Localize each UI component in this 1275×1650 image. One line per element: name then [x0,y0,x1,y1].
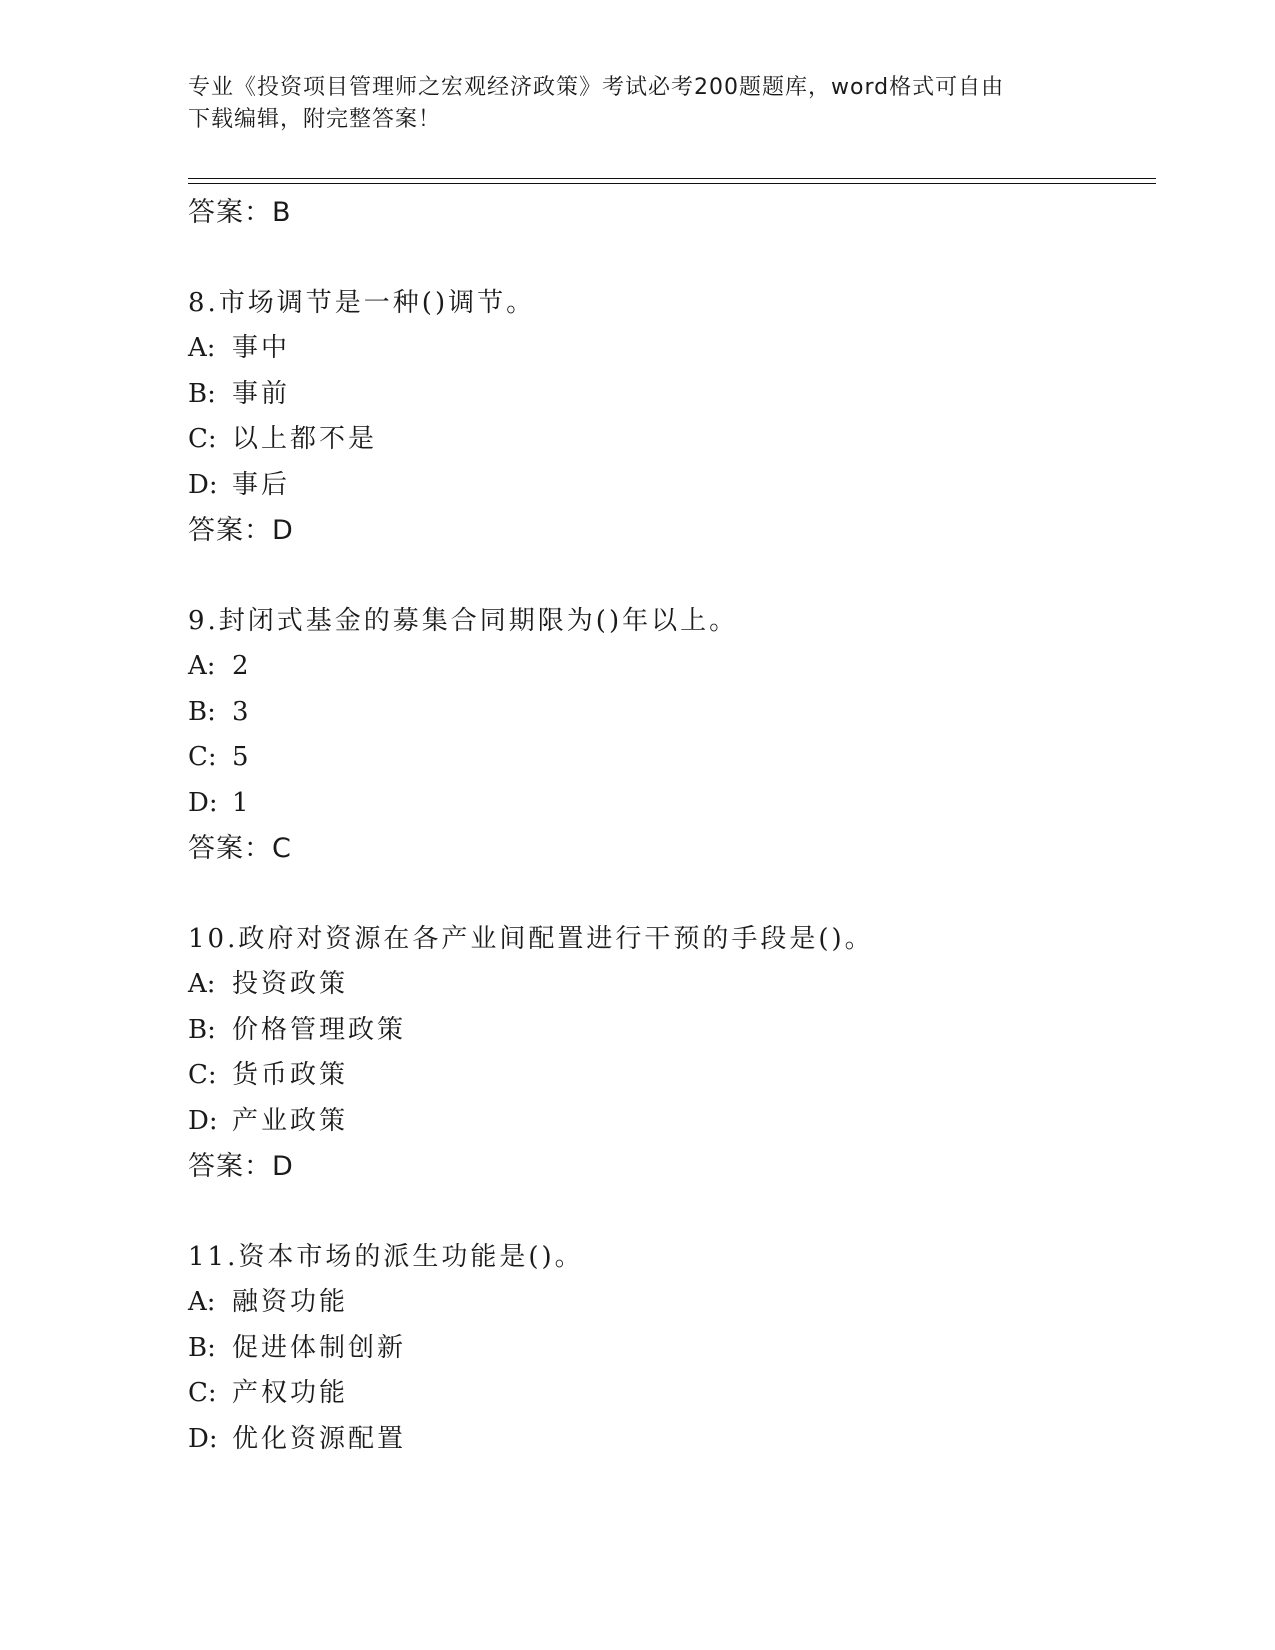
option-b [188,372,1148,418]
option-letter: D: [188,1105,218,1136]
question-text: 9.封闭式基金的募集合同期限为()年以上。 [188,606,739,636]
option-c [188,417,1148,463]
option-letter: B: [188,1332,216,1363]
option-letter: C: [188,1060,217,1090]
option-text: 事后 [232,469,291,500]
option-text: 价格管理政策 [232,1014,407,1045]
question-9 [188,598,1148,872]
header-title-line-2: 下载编辑，附完整答案！ [188,107,442,132]
option-a [188,644,1148,690]
option-letter: C: [188,424,217,454]
option-letter: A: [188,333,216,363]
option-letter: D: [188,469,218,500]
question-10 [188,916,1148,1190]
option-letter: C: [188,742,217,772]
answer: 答案：D [188,515,294,546]
question-text: 8.市场调节是一种()调节。 [188,288,536,318]
question-8 [188,280,1148,554]
option-letter: B: [188,1014,216,1045]
option-text: 事中 [232,333,291,363]
option-a [188,326,1148,372]
question-text: 11.资本市场的派生功能是()。 [188,1242,584,1272]
option-d [188,1417,1148,1463]
option-c [188,1053,1148,1099]
answer: 答案：D [188,1151,294,1182]
option-d [188,781,1148,827]
question-text: 10.政府对资源在各产业间配置进行干预的手段是()。 [188,924,874,954]
header-divider-top [188,178,1156,179]
question-11 [188,1234,1148,1462]
previous-answer: 答案：B [188,197,292,228]
option-d [188,1099,1148,1145]
document-header [188,72,1088,136]
option-a [188,1280,1148,1326]
option-text: 优化资源配置 [232,1423,407,1454]
option-a [188,962,1148,1008]
option-text: 2 [232,651,252,681]
option-text: 投资政策 [232,969,349,999]
option-letter: A: [188,969,216,999]
option-text: 促进体制创新 [232,1332,407,1363]
option-c [188,735,1148,781]
option-text: 3 [232,696,252,727]
option-text: 融资功能 [232,1287,349,1317]
option-letter: C: [188,1378,217,1408]
option-text: 5 [232,742,252,772]
question-list [188,190,1148,1462]
option-letter: B: [188,696,216,727]
option-text: 产业政策 [232,1105,349,1136]
option-letter: A: [188,651,216,681]
option-b [188,1008,1148,1054]
option-letter: A: [188,1287,216,1317]
option-c [188,1371,1148,1417]
header-divider-bottom [188,183,1156,184]
answer: 答案：C [188,833,292,864]
option-text: 产权功能 [232,1378,349,1408]
option-letter: D: [188,1423,218,1454]
option-letter: B: [188,378,216,409]
option-text: 1 [232,787,252,818]
header-title-line-1: 专业《投资项目管理师之宏观经济政策》考试必考200题题库，word格式可自由 [188,75,1005,100]
option-b [188,690,1148,736]
option-d [188,463,1148,509]
option-text: 事前 [232,378,291,409]
option-text: 以上都不是 [232,424,378,454]
option-text: 货币政策 [232,1060,349,1090]
option-b [188,1326,1148,1372]
option-letter: D: [188,787,218,818]
